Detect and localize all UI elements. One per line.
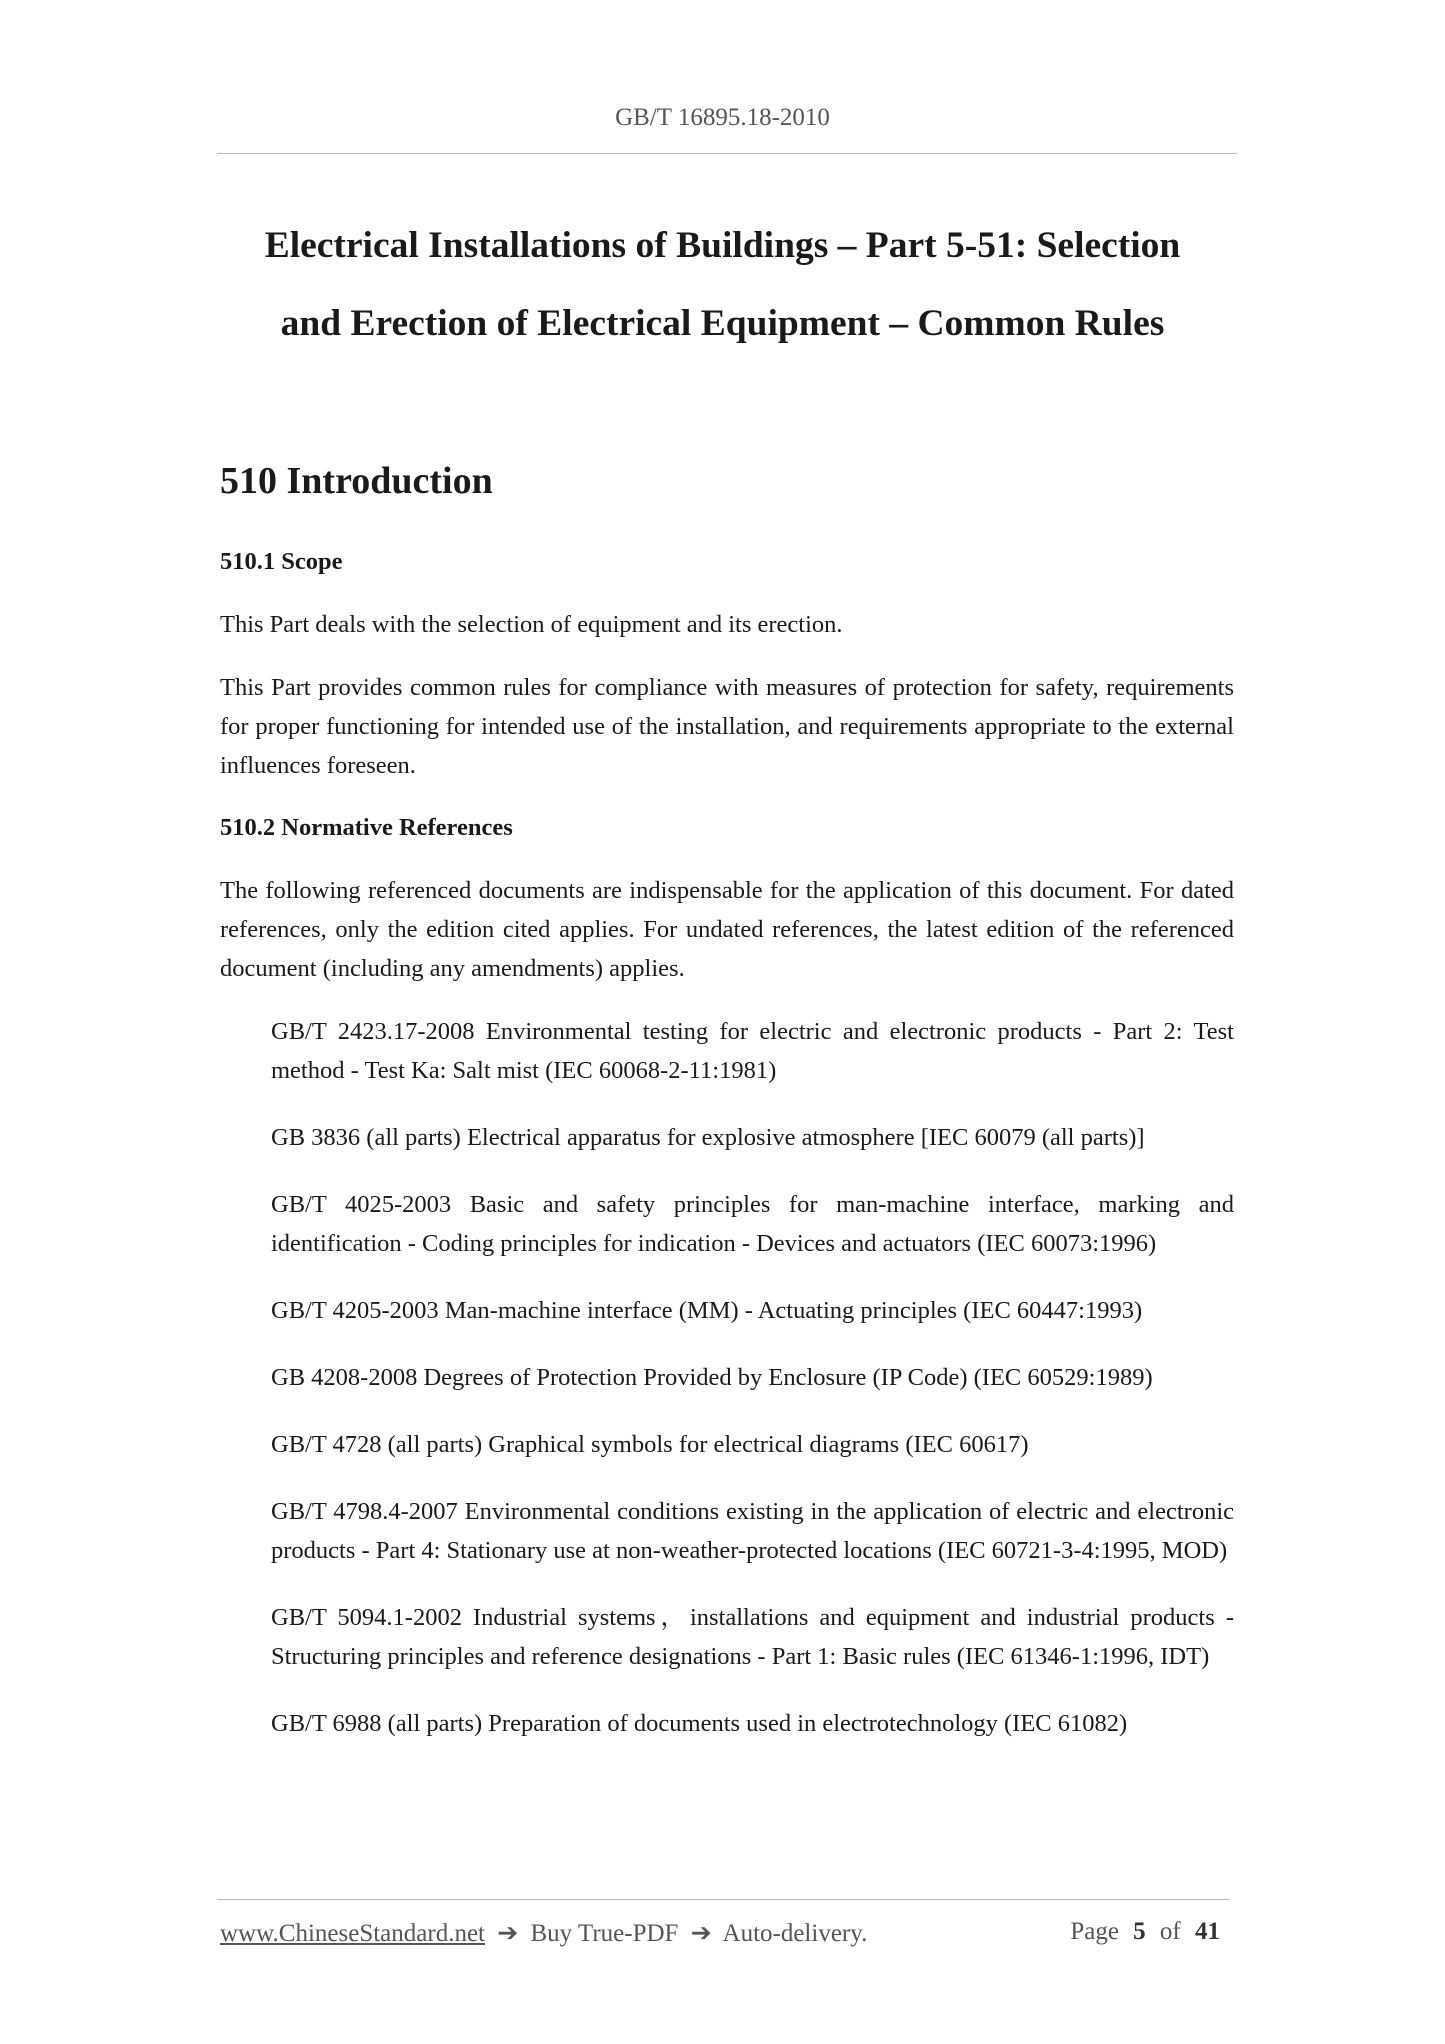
subsection-heading-normative-references: 510.2 Normative References xyxy=(220,814,513,841)
page-number: 5 xyxy=(1133,1918,1146,1945)
buy-true-pdf-text: Buy True-PDF xyxy=(530,1920,679,1947)
right-arrow-icon: ➔ xyxy=(497,1920,519,1947)
scope-paragraph: This Part provides common rules for compliance with measures of protection for safety, requirements for proper functioning for intended use of the installation, and requirements appropriate to the external influences foreseen. xyxy=(220,674,1234,779)
standard-code: GB/T 16895.18-2010 xyxy=(615,104,830,131)
reference-list xyxy=(271,1012,1234,1743)
auto-delivery-text: Auto-delivery. xyxy=(722,1920,868,1947)
page-label: Page xyxy=(1070,1918,1119,1945)
references-intro-paragraph: The following referenced documents are indispensable for the application of this document. For dated references, only the edition cited applies. For undated references, the latest edition of the referenced document (including any amendments) applies. xyxy=(220,877,1234,982)
footer-promo xyxy=(220,1918,867,1948)
reference-item: GB/T 4205-2003 Man-machine interface (MM) - Actuating principles (IEC 60447:1993) xyxy=(271,1297,1143,1324)
scope-paragraph: This Part deals with the selection of equipment and its erection. xyxy=(220,611,843,638)
total-pages: 41 xyxy=(1195,1918,1220,1945)
page-indicator xyxy=(1070,1918,1220,1946)
reference-item: GB/T 4025-2003 Basic and safety principles for man-machine interface, marking and identification - Coding principles for indication - Devices and actuators (IEC 60073:1996) xyxy=(271,1191,1234,1257)
reference-item: GB 4208-2008 Degrees of Protection Provided by Enclosure (IP Code) (IEC 60529:1989) xyxy=(271,1364,1153,1391)
reference-item: GB/T 2423.17-2008 Environmental testing for electric and electronic products - Part 2: Test method - Test Ka: Salt mist (IEC 60068-2-11:1981) xyxy=(271,1018,1234,1084)
document-body xyxy=(220,455,1234,1771)
reference-item: GB/T 5094.1-2002 Industrial systems，installations and equipment and industrial products -Structuring principles and reference designations - Part 1: Basic rules (IEC 61346-1:1996, IDT) xyxy=(271,1604,1234,1670)
reference-item: GB/T 6988 (all parts) Preparation of documents used in electrotechnology (IEC 61082) xyxy=(271,1710,1128,1737)
running-header xyxy=(0,104,1445,132)
footer-divider xyxy=(217,1899,1230,1900)
header-divider xyxy=(217,153,1237,154)
reference-item: GB 3836 (all parts) Electrical apparatus for explosive atmosphere [IEC 60079 (all parts)] xyxy=(271,1124,1145,1151)
section-heading-510: 510 Introduction xyxy=(220,460,493,502)
right-arrow-icon: ➔ xyxy=(690,1920,712,1947)
reference-item: GB/T 4798.4-2007 Environmental conditions existing in the application of electric and electronic products - Part 4: Stationary use at non-weather-protected locations (IEC 60721-3-4:1995, MOD) xyxy=(271,1498,1234,1564)
document-title xyxy=(200,207,1245,363)
of-label: of xyxy=(1159,1918,1181,1945)
reference-item: GB/T 4728 (all parts) Graphical symbols for electrical diagrams (IEC 60617) xyxy=(271,1431,1029,1458)
subsection-heading-scope: 510.1 Scope xyxy=(220,548,343,575)
site-link[interactable]: www.ChineseStandard.net xyxy=(220,1920,485,1947)
title-line-2: and Erection of Electrical Equipment – Common Rules xyxy=(280,303,1165,344)
title-line-1: Electrical Installations of Buildings – Part 5-51: Selection xyxy=(264,225,1181,266)
